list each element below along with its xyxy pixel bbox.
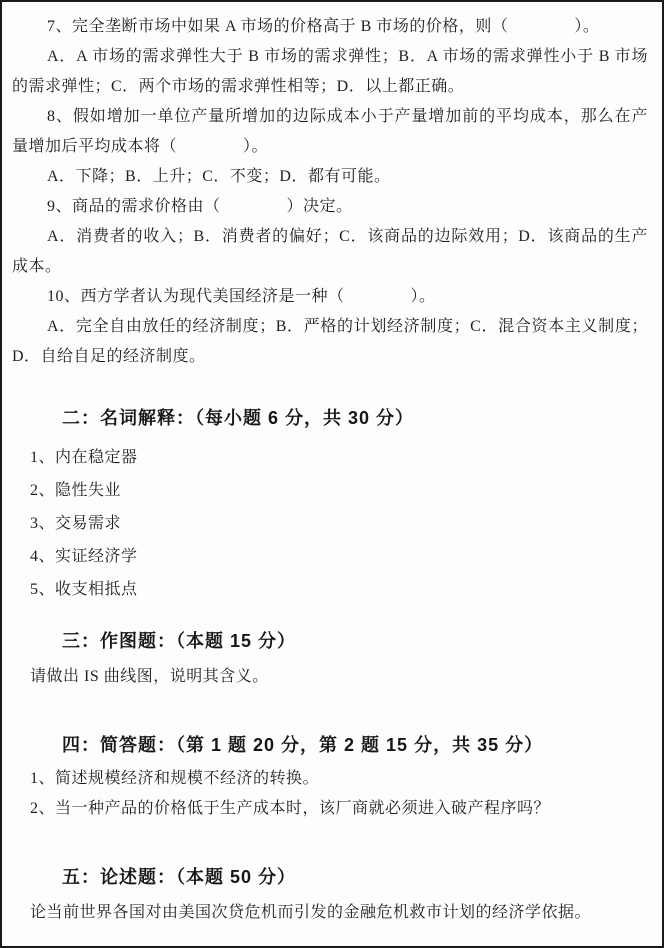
short-answer-item-2: 2、当一种产品的价格低于生产成本时，该厂商就必须进入破产程序吗？ [30,800,551,817]
term-item-2: 2、隐性失业 [30,482,122,499]
section-5-title: 五：论述题：（本题 50 分） [62,867,297,887]
section-2-items [12,441,648,606]
multiple-choice-block [12,12,648,372]
term-item-1: 1、内在稳定器 [30,449,138,466]
question-10-stem: 10、西方学者认为现代美国经济是一种（ ）。 [47,288,436,305]
section-4-items [12,764,648,824]
term-item-5: 5、收支相抵点 [30,581,138,598]
question-8-stem: 8、假如增加一单位产量所增加的边际成本小于产量增加前的平均成本，那么在产量增加后平均成本将（ ）。 [12,108,648,155]
term-item-4: 4、实证经济学 [30,548,138,565]
short-answer-item-1: 1、简述规模经济和规模不经济的转换。 [30,770,320,787]
section-3-title: 三：作图题：（本题 15 分） [62,631,297,651]
question-9-options: A．消费者的收入；B．消费者的偏好；C．该商品的边际效用；D．该商品的生产成本。 [12,228,648,275]
question-8-options: A．下降；B．上升；C．不变；D．都有可能。 [47,168,391,185]
question-10-options: A．完全自由放任的经济制度；B．严格的计划经济制度；C．混合资本主义制度；D．自给自足的经济制度。 [12,318,648,365]
question-7-options: A．A 市场的需求弹性大于 B 市场的需求弹性；B．A 市场的需求弹性小于 B 市场的需求弹性；C．两个市场的需求弹性相等；D．以上都正确。 [12,48,648,95]
section-2-title: 二：名词解释：（每小题 6 分，共 30 分） [62,408,415,428]
section-5-body: 论当前世界各国对由美国次贷危机而引发的金融危机救市计划的经济学依据。 [30,904,592,921]
question-9-stem: 9、商品的需求价格由（ ）决定。 [47,198,353,215]
term-item-3: 3、交易需求 [30,515,122,532]
question-7-stem: 7、完全垄断市场中如果 A 市场的价格高于 B 市场的价格，则（ ）。 [47,18,600,35]
section-4-title: 四：简答题：（第 1 题 20 分，第 2 题 15 分，共 35 分） [62,735,544,755]
section-3-body: 请做出 IS 曲线图，说明其含义。 [30,668,269,685]
